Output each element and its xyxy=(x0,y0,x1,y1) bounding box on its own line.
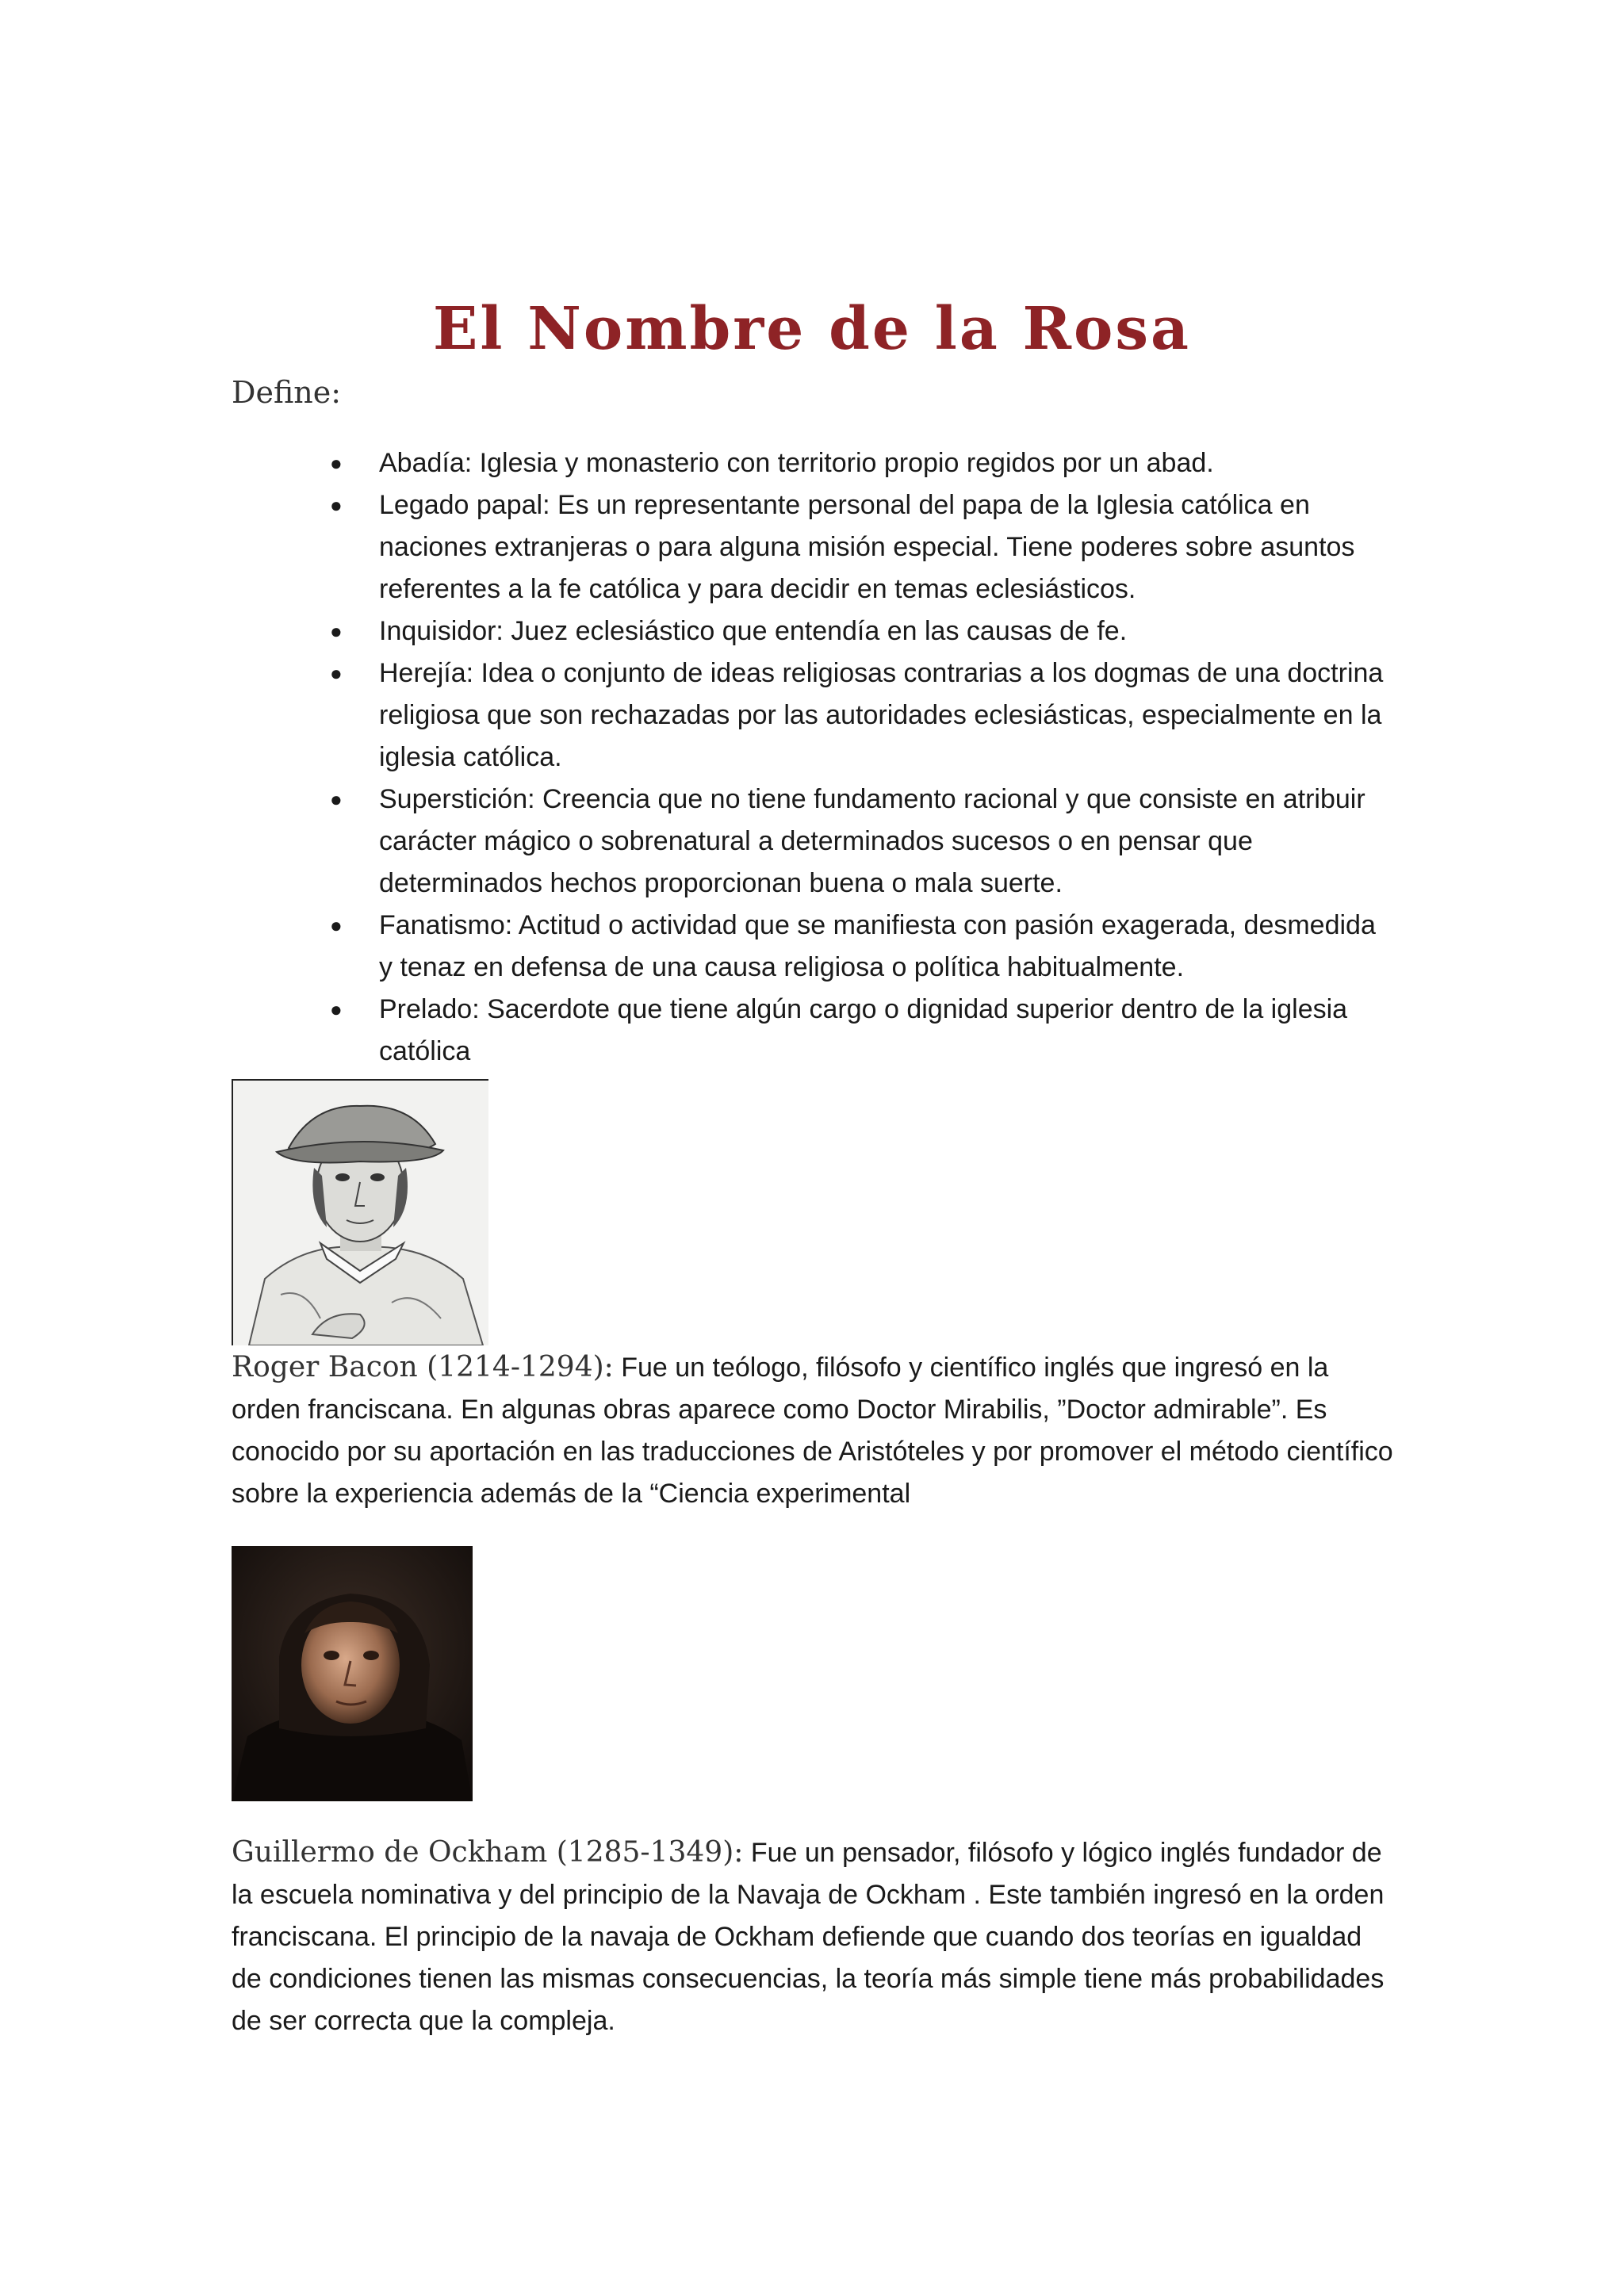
definition-item xyxy=(330,652,1392,779)
definition-text: Abadía: Iglesia y monasterio con territorio propio regidos por un abad. xyxy=(379,448,1214,478)
roger-bacon-portrait xyxy=(232,1079,488,1345)
definitions-list xyxy=(330,442,1392,1073)
definition-item xyxy=(330,905,1392,989)
bullet-icon: ● xyxy=(330,451,343,475)
definition-item xyxy=(330,989,1392,1073)
roger-bacon-name: Roger Bacon (1214-1294): xyxy=(232,1351,614,1383)
definition-text: Superstición: Creencia que no tiene fundamento racional y que consiste en atribuir carácter mágico o sobrenatural a determinados sucesos o en pensar que determinados hechos proporcionan buena o mala suerte. xyxy=(379,784,1365,898)
guillermo-de-ockham-paragraph xyxy=(232,1831,1397,2042)
guillermo-de-ockham-text: Fue un pensador, filósofo y lógico inglés fundador de la escuela nominativa y del principio de la Navaja de Ockham . Este también ingresó en la orden franciscana. El principio de la navaja de Ockham defiende que cuando dos teorías en igualdad de condiciones tienen las mismas consecuencias, la teoría más simple tiene más probabilidades de ser correcta que la compleja. xyxy=(232,1838,1385,2036)
page-title: El Nombre de la Rosa xyxy=(432,295,1192,363)
definition-text: Inquisidor: Juez eclesiástico que entendía en las causas de fe. xyxy=(379,616,1128,646)
define-label: Define: xyxy=(232,375,342,410)
definition-text: Herejía: Idea o conjunto de ideas religiosas contrarias a los dogmas de una doctrina religiosa que son rechazadas por las autoridades eclesiásticas, especialmente en la iglesia católica. xyxy=(379,658,1384,772)
definition-item xyxy=(330,442,1392,484)
bullet-icon: ● xyxy=(330,997,343,1021)
roger-bacon-text: Fue un teólogo, filósofo y científico inglés que ingresó en la orden franciscana. En algunas obras aparece como Doctor Mirabilis, ”Doctor admirable”. Es conocido por su aportación en las traducciones de Aristóteles y por promover el método científico sobre la experiencia además de la “Ciencia experimental xyxy=(232,1353,1393,1509)
guillermo-de-ockham-name: Guillermo de Ockham (1285-1349): xyxy=(232,1836,744,1869)
bullet-icon: ● xyxy=(330,493,343,517)
bullet-icon: ● xyxy=(330,661,343,685)
definition-item xyxy=(330,779,1392,905)
definition-item xyxy=(330,484,1392,610)
definition-item xyxy=(330,610,1392,652)
bullet-icon: ● xyxy=(330,913,343,937)
guillermo-de-ockham-portrait xyxy=(232,1546,473,1801)
definition-text: Legado papal: Es un representante personal del papa de la Iglesia católica en naciones extranjeras o para alguna misión especial. Tiene poderes sobre asuntos referentes a la fe católica y para decidir en temas eclesiásticos. xyxy=(379,490,1355,604)
bullet-icon: ● xyxy=(330,787,343,811)
definition-text: Prelado: Sacerdote que tiene algún cargo o dignidad superior dentro de la iglesia católica xyxy=(379,994,1348,1066)
bullet-icon: ● xyxy=(330,619,343,643)
roger-bacon-paragraph xyxy=(232,1346,1397,1515)
definition-text: Fanatismo: Actitud o actividad que se manifiesta con pasión exagerada, desmedida y tenaz en defensa de una causa religiosa o política habitualmente. xyxy=(379,910,1376,982)
